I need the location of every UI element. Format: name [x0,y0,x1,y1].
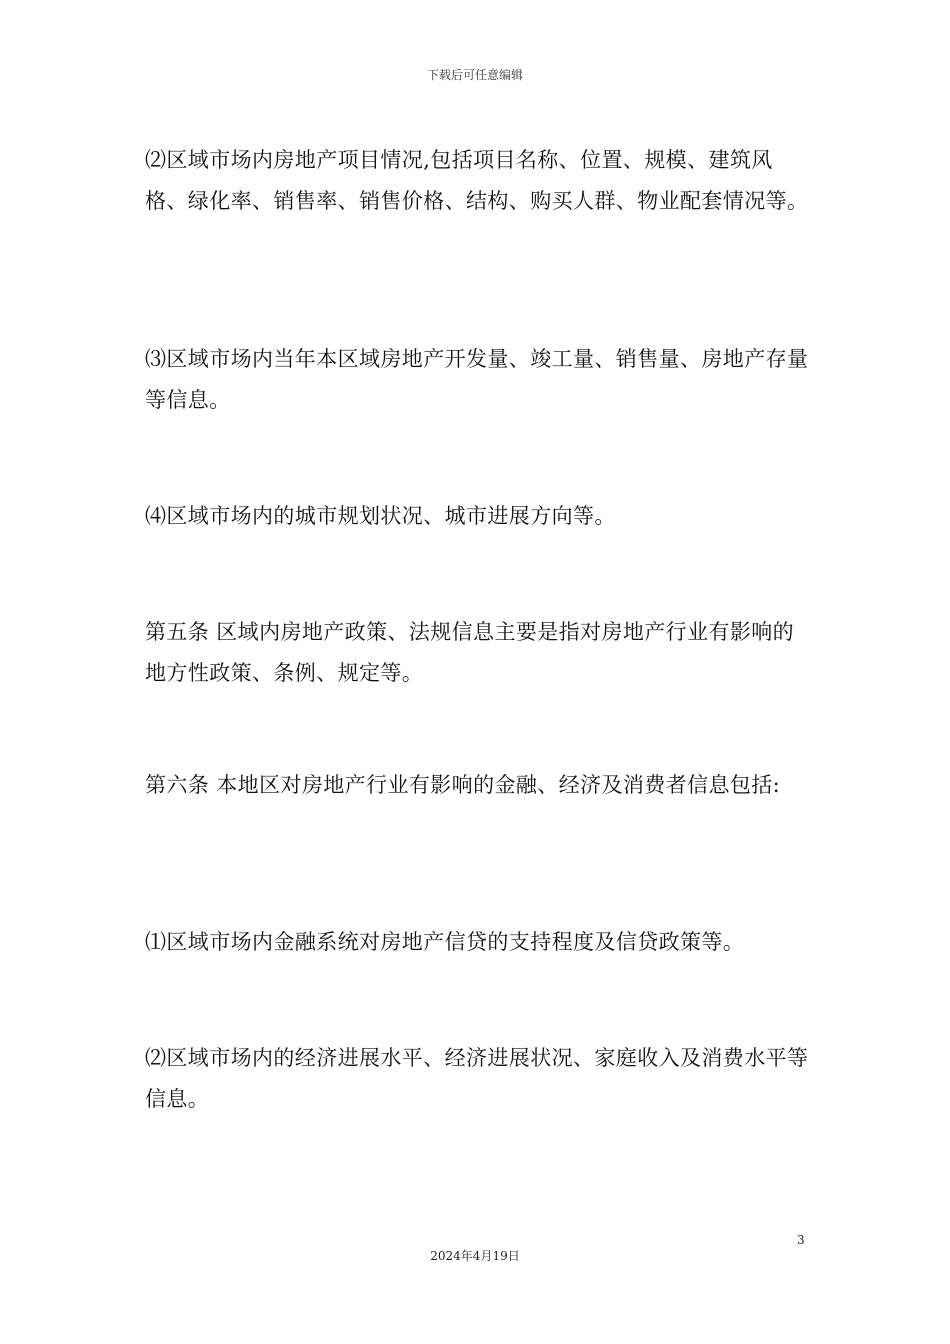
footer-date: 2024年4月19日 [430,1249,520,1263]
paragraph-development-volume: ⑶区域市场内当年本区域房地产开发量、竣工量、销售量、房地产存量等信息。 [145,347,809,412]
paragraph-urban-planning: ⑷区域市场内的城市规划状况、城市进展方向等。 [145,504,616,528]
paragraph-financial-credit: ⑴区域市场内金融系统对房地产信贷的支持程度及信贷政策等。 [145,930,745,954]
paragraph-article-five: 第五条 区域内房地产政策、法规信息主要是指对房地产行业有影响的地方性政策、条例、规定等。 [145,620,795,685]
paragraph-economic-level: ⑵区域市场内的经济进展水平、经济进展状况、家庭收入及消费水平等信息。 [145,1046,809,1111]
paragraph-article-six: 第六条 本地区对房地产行业有影响的金融、经济及消费者信息包括: [145,773,781,797]
page-number: 3 [797,1233,805,1247]
page-header: 下载后可任意编辑 [426,68,523,82]
paragraph-project-info: ⑵区域市场内房地产项目情况,包括项目名称、位置、规模、建筑风格、绿化率、销售率、销售价格、结构、购买人群、物业配套情况等。 [145,148,809,213]
